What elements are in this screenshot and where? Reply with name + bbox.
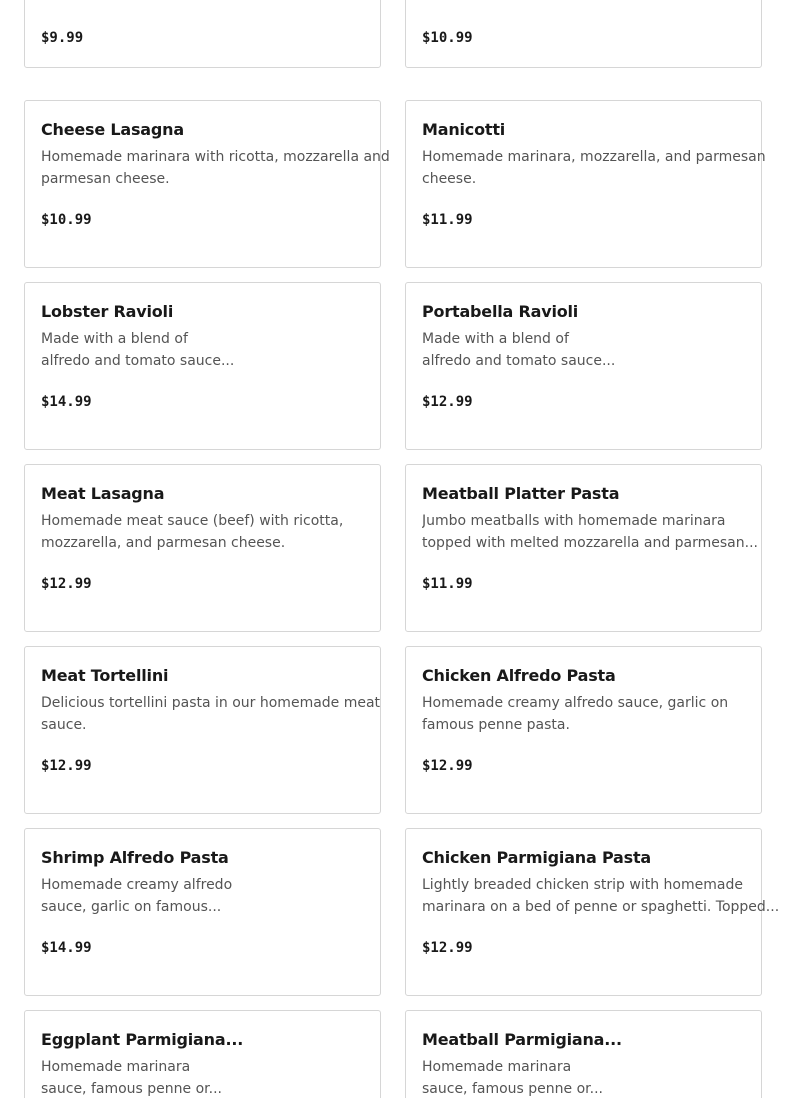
menu-item-price: $12.99: [41, 576, 92, 592]
menu-item-description: Lightly breaded chicken strip with homemade marinara on a bed of penne or spaghetti. Topped...: [422, 877, 780, 915]
menu-item-description: Jumbo meatballs with homemade marinara topped with melted mozzarella and parmesan...: [422, 513, 758, 551]
menu-item-card[interactable]: [405, 100, 766, 268]
menu-item-card[interactable]: [405, 828, 780, 996]
menu-item-card[interactable]: [24, 0, 381, 68]
menu-item-description: Homemade marinara, mozzarella, and parmesan cheese.: [422, 149, 766, 187]
menu-item-description: Delicious tortellini pasta in our homemade meat sauce.: [41, 695, 381, 733]
menu-item-card[interactable]: [405, 464, 762, 632]
menu-item-name: Shrimp Alfredo Pasta: [41, 848, 229, 867]
menu-item-card[interactable]: [24, 1010, 381, 1098]
menu-item-description: Homemade creamy alfredo sauce, garlic on famous penne pasta.: [422, 695, 729, 733]
menu-item-description: Homemade marinara sauce, famous penne or...: [41, 1059, 222, 1097]
menu-item-name: Eggplant Parmigiana...: [41, 1030, 244, 1049]
menu-item-description: Made with a blend of alfredo and tomato sauce...: [41, 331, 235, 369]
menu-item-price: $10.99: [422, 30, 473, 46]
menu-item-price: $11.99: [422, 212, 473, 228]
menu-item-price: $10.99: [41, 212, 92, 228]
menu-item-name: Portabella Ravioli: [422, 302, 579, 321]
menu-item-description: Homemade creamy alfredo sauce, garlic on famous...: [41, 877, 233, 915]
menu-item-card[interactable]: [24, 828, 381, 996]
menu-item-price: $12.99: [41, 758, 92, 774]
menu-item-name: Chicken Parmigiana Pasta: [422, 848, 652, 867]
menu-item-name: Cheese Lasagna: [41, 120, 184, 139]
menu-item-name: Meatball Platter Pasta: [422, 484, 620, 503]
menu-item-card[interactable]: [405, 1010, 762, 1098]
menu-item-card[interactable]: [405, 282, 762, 450]
menu-item-price: $12.99: [422, 758, 473, 774]
menu-item-description: Made with a blend of alfredo and tomato sauce...: [422, 331, 616, 369]
menu-item-description: Homemade meat sauce (beef) with ricotta, mozzarella, and parmesan cheese.: [41, 513, 344, 551]
menu-item-name: Manicotti: [422, 120, 506, 139]
menu-item-card[interactable]: [24, 100, 390, 268]
menu-item-price: $14.99: [41, 394, 92, 410]
menu-item-card[interactable]: [24, 464, 381, 632]
menu-item-price: $9.99: [41, 30, 84, 46]
menu-item-name: Meat Tortellini: [41, 666, 169, 685]
menu-item-description: Homemade marinara with ricotta, mozzarella and parmesan cheese.: [41, 149, 390, 187]
menu-item-card[interactable]: [24, 646, 381, 814]
menu-item-card[interactable]: [405, 0, 762, 68]
menu-item-price: $12.99: [422, 940, 473, 956]
menu-item-description: Homemade marinara sauce, famous penne or...: [422, 1059, 603, 1097]
menu-item-card[interactable]: [24, 282, 381, 450]
menu-item-price: $14.99: [41, 940, 92, 956]
menu-item-name: Lobster Ravioli: [41, 302, 174, 321]
menu-item-price: $11.99: [422, 576, 473, 592]
menu-item-price: $12.99: [422, 394, 473, 410]
menu-item-name: Meat Lasagna: [41, 484, 165, 503]
menu-item-name: Chicken Alfredo Pasta: [422, 666, 616, 685]
menu-item-card[interactable]: [405, 646, 762, 814]
menu-item-name: Meatball Parmigiana...: [422, 1030, 622, 1049]
